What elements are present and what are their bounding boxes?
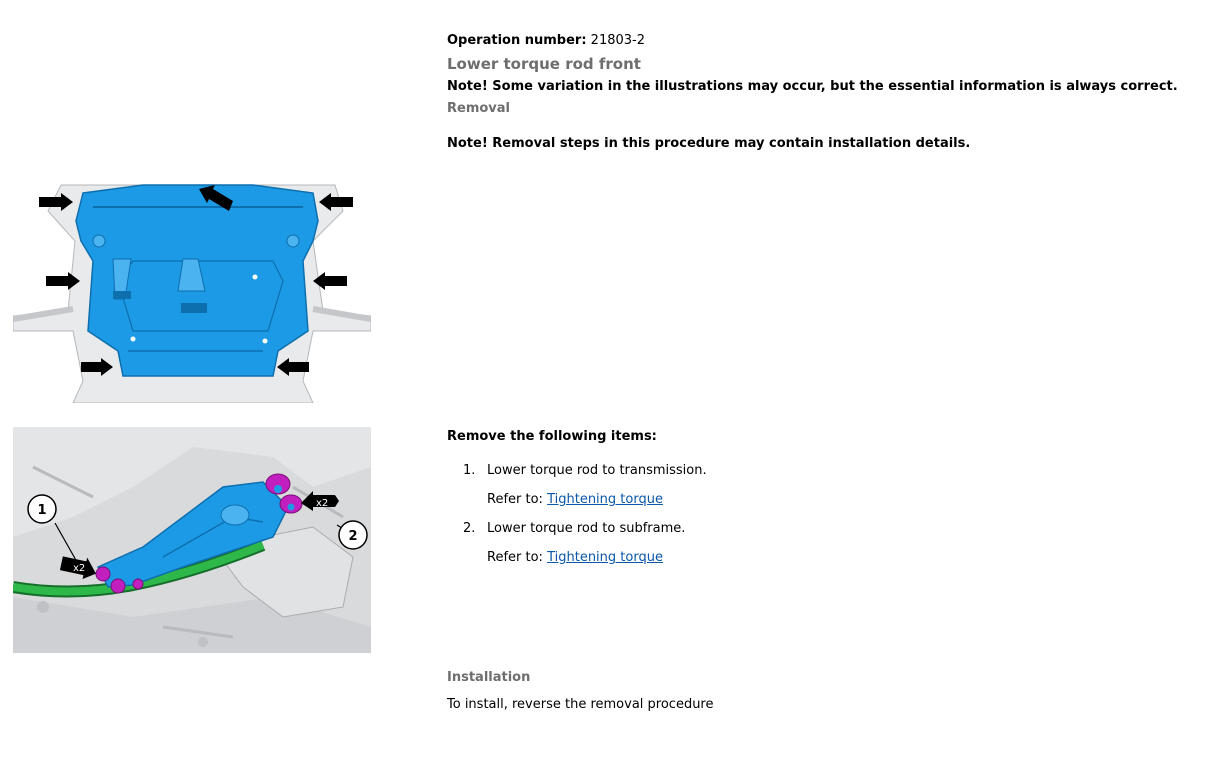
removal-heading: Removal [447, 101, 511, 116]
step-2 [463, 521, 475, 536]
step-2-number: 2. [463, 521, 476, 536]
step-1 [463, 463, 475, 478]
step-2-tightening-torque-link[interactable]: Tightening torque [547, 550, 663, 565]
splash-shield-illustration [13, 181, 371, 403]
figure-torque-rod [13, 427, 371, 653]
callout-1 [28, 495, 56, 523]
step-2-refer-label: Refer to: [487, 550, 543, 565]
qty-label-1: x2 [73, 563, 86, 574]
installation-heading: Installation [447, 670, 531, 685]
callout-2 [339, 521, 367, 549]
step-1-reference [487, 492, 663, 507]
note-variation: Note! Some variation in the illustrations may occur, but the essential information is always correct. [447, 79, 1178, 94]
qty-label-2: x2 [316, 498, 329, 509]
removal-note: Note! Removal steps in this procedure may contain installation details. [447, 136, 971, 151]
operation-number [447, 33, 645, 48]
torque-rod-illustration [13, 427, 371, 653]
step-1-text: Lower torque rod to transmission. [487, 463, 707, 478]
installation-text: To install, reverse the removal procedure [447, 697, 714, 712]
remove-items-heading: Remove the following items: [447, 429, 657, 444]
step-1-tightening-torque-link[interactable]: Tightening torque [547, 492, 663, 507]
step-2-text: Lower torque rod to subframe. [487, 521, 686, 536]
page-title: Lower torque rod front [447, 55, 641, 73]
step-2-reference [487, 550, 663, 565]
operation-number-value: 21803-2 [590, 33, 645, 48]
operation-number-label: Operation number: [447, 33, 587, 48]
figure-splash-shield [13, 181, 371, 403]
callout-2-label: 2 [348, 529, 358, 544]
callout-1-label: 1 [37, 503, 47, 518]
step-1-refer-label: Refer to: [487, 492, 543, 507]
step-1-number: 1. [463, 463, 476, 478]
